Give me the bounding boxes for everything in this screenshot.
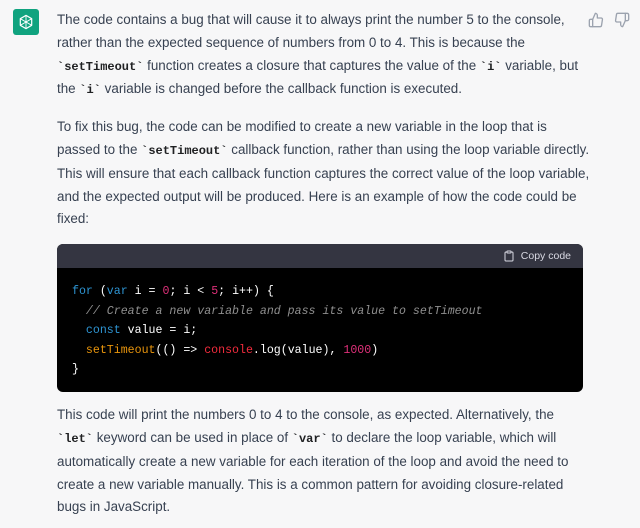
text-segment: keyword can be used in place of xyxy=(93,429,292,445)
code-line xyxy=(72,341,568,361)
text-segment: function creates a closure that captures the value of the xyxy=(143,57,480,73)
code-token xyxy=(72,305,86,318)
thumbs-down-icon[interactable] xyxy=(614,12,630,28)
code-token: 5 xyxy=(211,285,219,299)
code-token: (value), xyxy=(280,343,344,357)
code-token: for xyxy=(72,285,93,299)
code-token: } xyxy=(72,363,79,377)
code-content[interactable] xyxy=(57,268,583,380)
code-token: 0 xyxy=(162,285,170,299)
copy-code-label: Copy code xyxy=(520,249,571,262)
code-token: var xyxy=(106,285,128,299)
message-content xyxy=(57,9,592,519)
text-segment: This code will print the numbers 0 to 4 to the console, as expected. Alternatively, the xyxy=(57,407,554,423)
copy-code-button[interactable] xyxy=(503,245,571,268)
openai-logo-icon xyxy=(13,9,39,35)
text-segment: variable is changed before the callback function is executed. xyxy=(100,81,462,97)
code-token: const xyxy=(85,324,121,338)
code-line xyxy=(72,302,568,322)
code-token: log xyxy=(259,343,281,357)
code-token: (() => xyxy=(155,343,205,357)
code-line xyxy=(72,282,568,302)
inline-code: `i` xyxy=(479,59,502,74)
feedback-buttons xyxy=(588,12,630,28)
text-segment: To fix this bug, the code can be modified to create a new variable in the loop that is passed to the xyxy=(57,119,547,157)
code-token: value = i; xyxy=(120,324,198,338)
clipboard-icon xyxy=(503,250,515,262)
code-line xyxy=(72,360,568,380)
inline-code: `let` xyxy=(57,431,94,446)
paragraph-alternative xyxy=(57,404,592,519)
code-token: ( xyxy=(92,285,107,299)
code-line xyxy=(72,321,568,341)
code-token: // Create a new variable and pass its value to setTimeout xyxy=(85,304,483,318)
paragraph-explanation xyxy=(57,9,592,102)
code-token xyxy=(72,324,86,337)
text-segment: to declare the loop variable, which will automatically create a new variable for each iteration of the loop and avoid the need to create a new variable manually. This is a common pattern for avoiding closure-related bugs in JavaScript. xyxy=(57,429,569,515)
code-token: ) xyxy=(371,343,379,357)
text-segment: The code contains a bug that will cause it to always print the number 5 to the console, rather than the expected sequence of numbers from 0 to 4. This is because the xyxy=(57,12,565,50)
code-token: . xyxy=(252,343,260,357)
text-segment: variable, but the xyxy=(57,57,579,97)
text-segment: callback function, rather than using the loop variable directly. This will ensure that each callback function captures the correct value of the loop variable, and the expected output will be produced. Here is an example of how the code could be fixed: xyxy=(57,141,590,227)
code-token xyxy=(72,344,86,357)
code-token: i = xyxy=(127,285,163,299)
code-block xyxy=(57,244,583,392)
inline-code: `i` xyxy=(79,83,101,98)
code-token: ; i < xyxy=(169,285,212,299)
paragraph-fix xyxy=(57,116,592,231)
code-token: console xyxy=(204,343,253,357)
inline-code: `setTimeout` xyxy=(141,143,228,158)
code-token: setTimeout xyxy=(85,343,156,357)
inline-code: `setTimeout` xyxy=(57,59,144,74)
code-block-header xyxy=(57,244,583,268)
inline-code: `var` xyxy=(291,431,328,446)
code-token: ; i++) { xyxy=(218,285,274,299)
code-token: 1000 xyxy=(343,343,372,357)
